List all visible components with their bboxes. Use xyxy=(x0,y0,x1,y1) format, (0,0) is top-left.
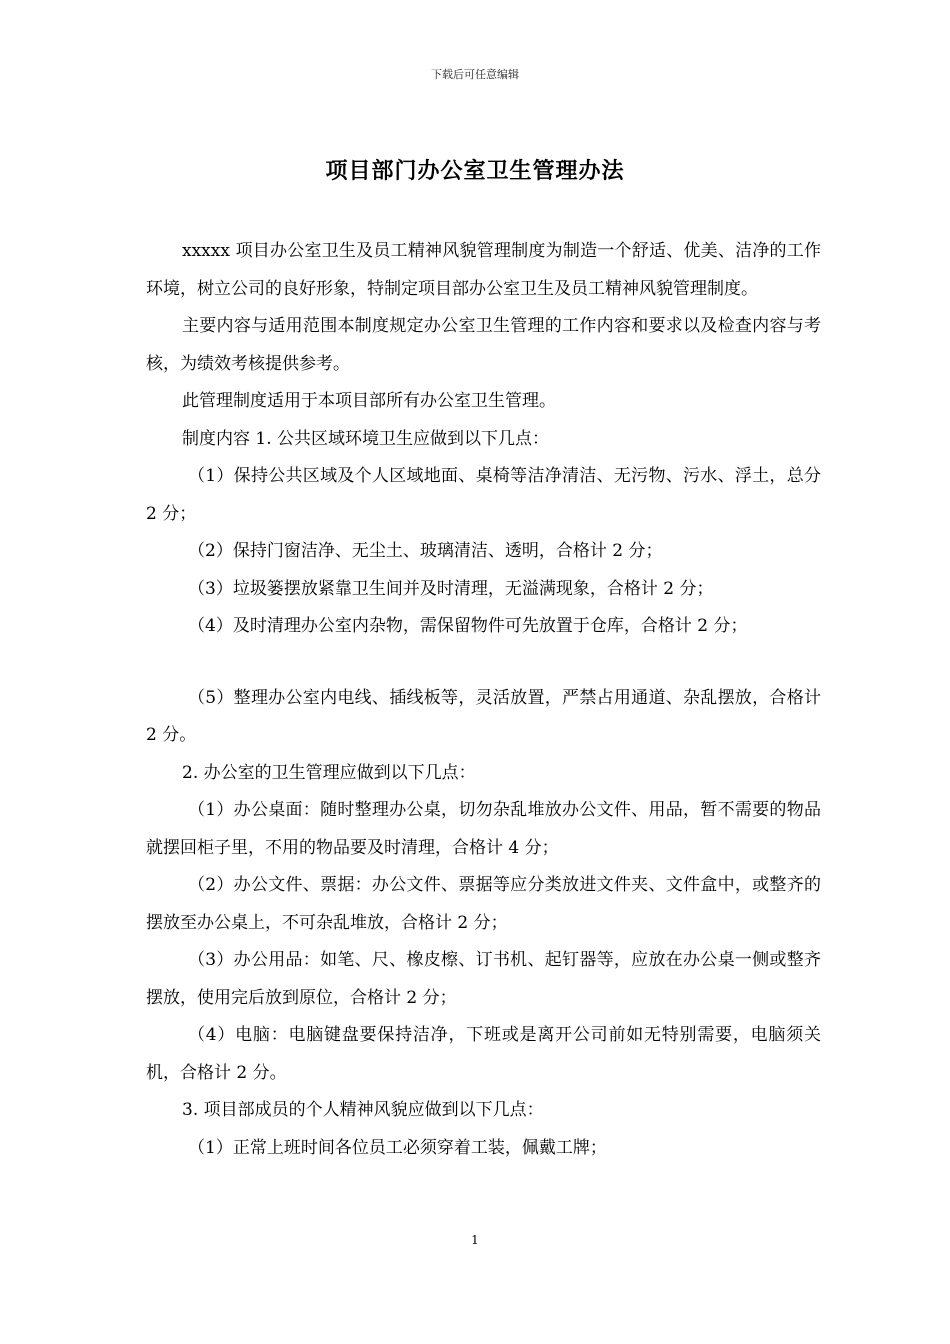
section-heading-personal-appearance: 3. 项目部成员的个人精神风貌应做到以下几点： xyxy=(182,1100,544,1120)
document-title: 项目部门办公室卫生管理办法 xyxy=(325,159,625,184)
page-number: 1 xyxy=(471,1233,479,1247)
paragraph-scope: 主要内容与适用范围本制度规定办公室卫生管理的工作内容和要求以及检查内容与考核，为绩效考核提供参考。 xyxy=(146,316,821,374)
list-item: （4）电脑：电脑键盘要保持洁净，下班或是离开公司前如无特别需要，电脑须关机，合格计 2 分。 xyxy=(146,1025,821,1083)
paragraph-applicability: 此管理制度适用于本项目部所有办公室卫生管理。 xyxy=(182,391,556,411)
list-item: （1）办公桌面：随时整理办公桌，切勿杂乱堆放办公文件、用品，暂不需要的物品就摆回柜子里，不用的物品要及时清理，合格计 4 分； xyxy=(146,800,821,858)
header-note: 下载后可任意编辑 xyxy=(431,68,519,81)
section-heading-public-area: 制度内容 1. 公共区域环境卫生应做到以下几点： xyxy=(182,428,550,449)
list-item: （4）及时清理办公室内杂物，需保留物件可先放置于仓库，合格计 2 分； xyxy=(188,616,748,636)
list-item: （5）整理办公室内电线、插线板等，灵活放置，严禁占用通道、杂乱摆放，合格计 2 分。 xyxy=(146,687,821,745)
list-item: （2）保持门窗洁净、无尘土、玻璃清洁、透明，合格计 2 分； xyxy=(188,541,663,561)
paragraph-intro: xxxxx 项目办公室卫生及员工精神风貌管理制度为制造一个舒适、优美、洁净的工作环境，树立公司的良好形象，特制定项目部办公室卫生及员工精神风貌管理制度。 xyxy=(146,241,821,299)
list-item: （1）正常上班时间各位员工必须穿着工装，佩戴工牌； xyxy=(188,1137,607,1158)
list-item: （2）办公文件、票据：办公文件、票据等应分类放进文件夹、文件盒中，或整齐的摆放至办公桌上，不可杂乱堆放，合格计 2 分； xyxy=(146,875,821,933)
section-heading-office: 2. 办公室的卫生管理应做到以下几点： xyxy=(182,762,476,783)
blank-line xyxy=(146,646,821,680)
list-item: （3）垃圾篓摆放紧靠卫生间并及时清理，无溢满现象，合格计 2 分； xyxy=(188,578,714,599)
list-item: （3）办公用品：如笔、尺、橡皮檫、订书机、起钉器等，应放在办公桌一侧或整齐摆放，使用完后放到原位，合格计 2 分； xyxy=(146,950,821,1008)
list-item: （1）保持公共区域及个人区域地面、桌椅等洁净清洁、无污物、污水、浮土，总分 2 分； xyxy=(146,466,821,524)
document-body xyxy=(146,233,821,1167)
